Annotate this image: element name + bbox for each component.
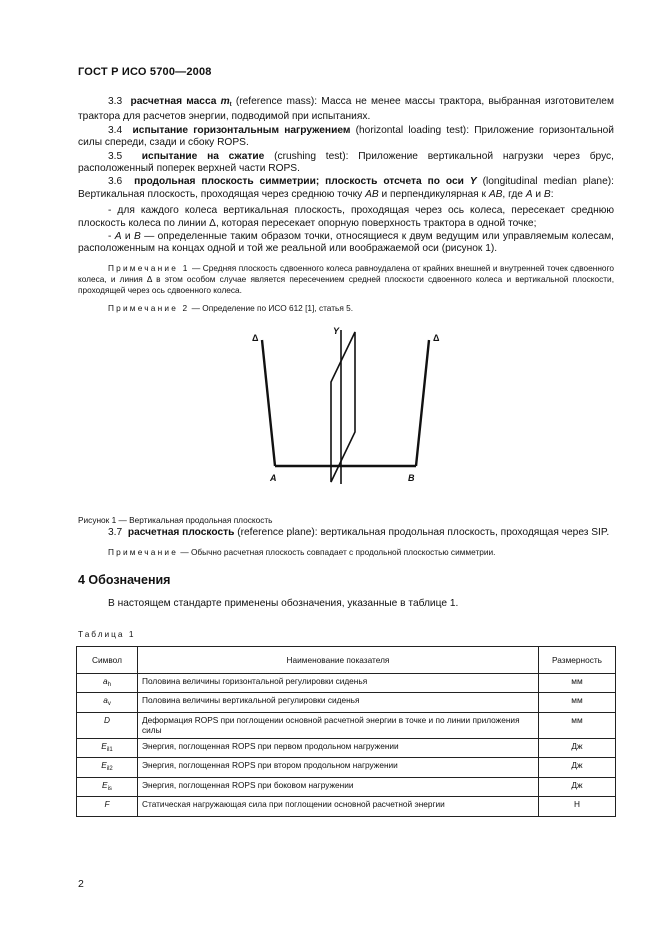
cell-symbol: $E_{il1}$ (77, 738, 138, 758)
term-3-3: 3.3 расчетная масса $m_t$ (reference mass): Масса не менее массы трактора, выбранная изготовителем трактора для расчетов энергии, подводимой при испытаниях. (78, 96, 614, 123)
term-3-6-bullet-1: - для каждого колеса вертикальная плоскость, проходящая через ось колеса, пересекает среднюю плоскость колеса по линии Δ, которая пересекает опорную поверхность трактора в одной точке; (78, 205, 614, 229)
figure-1 (78, 324, 614, 514)
cell-unit: мм (539, 712, 616, 738)
table-row (77, 777, 616, 797)
term-3-6-title: продольная плоскость симметрии; плоскость отсчета по оси (134, 176, 464, 188)
cell-name: Половина величины горизонтальной регулировки сиденья (138, 673, 539, 693)
cell-unit: мм (539, 693, 616, 713)
table-row (77, 693, 616, 713)
header-name: Наименование показателя (138, 646, 539, 673)
cell-symbol: F (77, 797, 138, 817)
cell-name: Статическая нагружающая сила при поглощении основной расчетной энергии (138, 797, 539, 817)
table-row (77, 673, 616, 693)
section-4-title: 4 Обозначения (78, 572, 171, 587)
label-delta-left: Δ (252, 332, 259, 343)
cell-symbol: $a_h$ (77, 673, 138, 693)
term-3-7: 3.7 расчетная плоскость (reference plane): вертикальная продольная плоскость, проходящая через SIP. (108, 527, 610, 539)
table-row (77, 712, 616, 738)
label-b: B (408, 472, 415, 483)
label-delta-right: Δ (433, 332, 440, 343)
cell-name: Энергия, поглощенная ROPS при первом продольном нагружении (138, 738, 539, 758)
cell-unit: Дж (539, 738, 616, 758)
table-header-row (77, 646, 616, 673)
label-y: Y (333, 325, 340, 336)
table-row (77, 758, 616, 778)
header-unit: Размерность (539, 646, 616, 673)
cell-unit: Дж (539, 758, 616, 778)
document-header: ГОСТ Р ИСО 5700—2008 (78, 66, 212, 78)
term-3-7-title: расчетная плоскость (127, 527, 235, 539)
term-3-4-title: испытание горизонтальным нагружением (132, 124, 351, 136)
table-1-label: Таблица 1 (78, 628, 136, 639)
term-3-5: 3.5 испытание на сжатие (crushing test): Приложение вертикальной нагрузки через брус, расположенный поперек верхней части ROPS. (78, 150, 614, 175)
term-3-6-bullet-2: - A и B — определенные таким образом точки, относящиеся к двум ведущим или управляемым колесам, расположенным на концах одной и той же реальной или воображаемой оси (рисунок 1). (78, 231, 614, 255)
note-3: Примечание — Обычно расчетная плоскость совпадает с продольной плоскостью симметрии. (108, 546, 496, 557)
right-wheel-line (416, 340, 429, 466)
cell-unit: мм (539, 673, 616, 693)
cell-name: Энергия, поглощенная ROPS при боковом нагружении (138, 777, 539, 797)
cell-unit: Дж (539, 777, 616, 797)
cell-name: Половина величины вертикальной регулировки сиденья (138, 693, 539, 713)
table-row (77, 738, 616, 758)
cell-symbol: $E_{il2}$ (77, 758, 138, 778)
table-row (77, 797, 616, 817)
cell-unit: Н (539, 797, 616, 817)
label-a: A (270, 472, 277, 483)
section-4-intro: В настоящем стандарте применены обозначения, указанные в таблице 1. (108, 598, 459, 610)
page-content (78, 96, 614, 817)
header-symbol: Символ (77, 646, 138, 673)
figure-1-drawing (228, 324, 468, 504)
cell-symbol: D (77, 712, 138, 738)
term-3-3-title: расчетная масса (130, 96, 217, 107)
cell-name: Энергия, поглощенная ROPS при втором продольном нагружении (138, 758, 539, 778)
term-3-5-title: испытание на сжатие (141, 150, 265, 162)
term-3-6: 3.6 продольная плоскость симметрии; плоскость отсчета по оси Y (longitudinal median plane): Вертикальная плоскость, проходящая через среднюю точку AB и перпендикулярная к AB, где A и B: (78, 176, 614, 200)
note-2: Примечание 2 — Определение по ИСО 612 [1], статья 5. (108, 302, 354, 313)
left-wheel-line (262, 340, 275, 466)
table-1 (76, 646, 616, 817)
cell-symbol: $a_v$ (77, 693, 138, 713)
cell-name: Деформация ROPS при поглощении основной расчетной энергии в точке и по линии приложения силы (138, 712, 539, 738)
note-1: Примечание 1 — Средняя плоскость сдвоенного колеса равноудалена от крайних внешней и внутренней точек сдвоенного колеса, и линия Δ в этом особом случае является пересечением средней плоскости сдвоенного колеса и вертикальной плоскости, проходящей через ось сдвоенного колеса. (78, 262, 614, 295)
term-3-4: 3.4 испытание горизонтальным нагружением (horizontal loading test): Приложение горизонтальной силы спереди, сзади и сбоку ROPS. (78, 124, 614, 149)
page-number: 2 (78, 878, 84, 890)
cell-symbol: $E_{is}$ (77, 777, 138, 797)
median-plane-parallelogram (331, 332, 355, 482)
figure-1-caption: Рисунок 1 — Вертикальная продольная плоскость (78, 514, 273, 525)
